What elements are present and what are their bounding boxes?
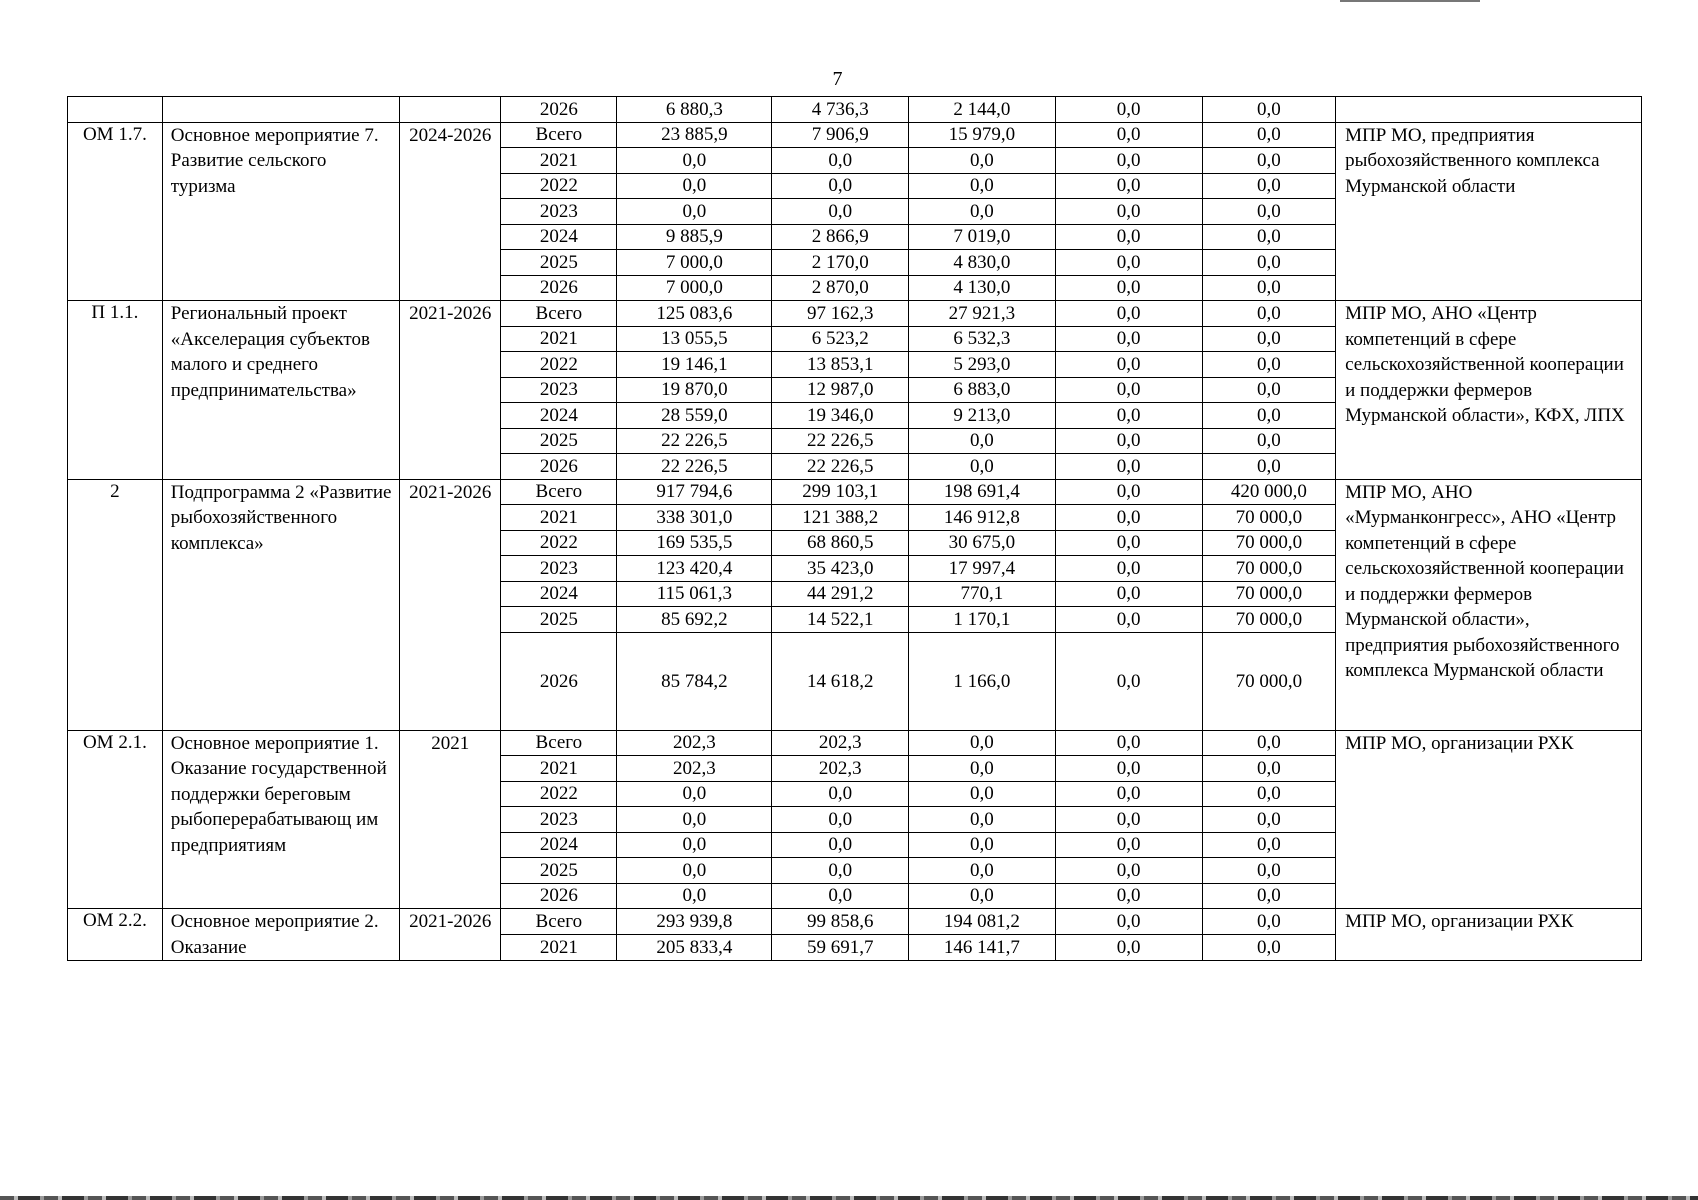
year-cell: 2026 bbox=[501, 275, 617, 301]
table-row bbox=[68, 479, 1642, 505]
table-row bbox=[68, 301, 1642, 327]
year-cell: Всего bbox=[501, 479, 617, 505]
extra-budget-cell: 0,0 bbox=[1202, 428, 1336, 454]
local-budget-cell: 0,0 bbox=[1055, 122, 1202, 148]
regional-budget-cell: 0,0 bbox=[772, 883, 909, 909]
executor-cell: МПР МО, АНО «Центр компетенций в сфере сельскохозяйственной кооперации и поддержки фермеров Мурманской области», КФХ, ЛПХ bbox=[1336, 301, 1642, 480]
item-name-cell: Основное мероприятие 1. Оказание государственной поддержки береговым рыбоперерабатывающ им предприятиям bbox=[162, 730, 400, 909]
extra-budget-cell: 0,0 bbox=[1202, 148, 1336, 174]
extra-budget-cell: 0,0 bbox=[1202, 909, 1336, 935]
federal-budget-cell: 30 675,0 bbox=[908, 530, 1055, 556]
extra-budget-cell: 420 000,0 bbox=[1202, 479, 1336, 505]
executor-cell: МПР МО, организации РХК bbox=[1336, 909, 1642, 961]
item-code-cell: 2 bbox=[68, 479, 163, 730]
extra-budget-cell: 0,0 bbox=[1202, 224, 1336, 250]
federal-budget-cell: 0,0 bbox=[908, 858, 1055, 884]
year-cell: 2025 bbox=[501, 858, 617, 884]
extra-budget-cell: 0,0 bbox=[1202, 730, 1336, 756]
year-cell: 2024 bbox=[501, 224, 617, 250]
local-budget-cell: 0,0 bbox=[1055, 556, 1202, 582]
year-cell: 2024 bbox=[501, 403, 617, 429]
regional-budget-cell: 59 691,7 bbox=[772, 935, 909, 961]
year-cell: 2024 bbox=[501, 832, 617, 858]
regional-budget-cell: 0,0 bbox=[772, 807, 909, 833]
total-cell: 202,3 bbox=[617, 756, 772, 782]
table-body bbox=[68, 97, 1642, 961]
federal-budget-cell: 4 130,0 bbox=[908, 275, 1055, 301]
table-row bbox=[68, 730, 1642, 756]
extra-budget-cell: 0,0 bbox=[1202, 199, 1336, 225]
federal-budget-cell: 0,0 bbox=[908, 173, 1055, 199]
local-budget-cell: 0,0 bbox=[1055, 756, 1202, 782]
year-cell: 2022 bbox=[501, 352, 617, 378]
period-cell: 2024-2026 bbox=[400, 122, 501, 301]
year-cell: 2021 bbox=[501, 326, 617, 352]
item-code-cell: П 1.1. bbox=[68, 301, 163, 480]
year-cell: 2025 bbox=[501, 607, 617, 633]
total-cell: 6 880,3 bbox=[617, 97, 772, 123]
extra-budget-cell: 0,0 bbox=[1202, 173, 1336, 199]
local-budget-cell: 0,0 bbox=[1055, 935, 1202, 961]
regional-budget-cell: 121 388,2 bbox=[772, 505, 909, 531]
extra-budget-cell: 0,0 bbox=[1202, 756, 1336, 782]
table-row bbox=[68, 909, 1642, 935]
local-budget-cell: 0,0 bbox=[1055, 632, 1202, 730]
year-cell: 2025 bbox=[501, 428, 617, 454]
total-cell: 9 885,9 bbox=[617, 224, 772, 250]
item-name-cell: Основное мероприятие 7. Развитие сельского туризма bbox=[162, 122, 400, 301]
federal-budget-cell: 6 532,3 bbox=[908, 326, 1055, 352]
federal-budget-cell: 770,1 bbox=[908, 581, 1055, 607]
extra-budget-cell: 0,0 bbox=[1202, 275, 1336, 301]
local-budget-cell: 0,0 bbox=[1055, 326, 1202, 352]
extra-budget-cell: 0,0 bbox=[1202, 97, 1336, 123]
local-budget-cell: 0,0 bbox=[1055, 505, 1202, 531]
total-cell: 0,0 bbox=[617, 148, 772, 174]
local-budget-cell: 0,0 bbox=[1055, 479, 1202, 505]
regional-budget-cell: 2 170,0 bbox=[772, 250, 909, 276]
total-cell: 0,0 bbox=[617, 199, 772, 225]
regional-budget-cell: 0,0 bbox=[772, 858, 909, 884]
year-cell: 2023 bbox=[501, 377, 617, 403]
extra-budget-cell: 70 000,0 bbox=[1202, 632, 1336, 730]
local-budget-cell: 0,0 bbox=[1055, 581, 1202, 607]
federal-budget-cell: 5 293,0 bbox=[908, 352, 1055, 378]
total-cell: 7 000,0 bbox=[617, 250, 772, 276]
federal-budget-cell: 146 141,7 bbox=[908, 935, 1055, 961]
period-cell: 2021 bbox=[400, 730, 501, 909]
federal-budget-cell: 0,0 bbox=[908, 148, 1055, 174]
federal-budget-cell: 0,0 bbox=[908, 454, 1055, 480]
local-budget-cell: 0,0 bbox=[1055, 730, 1202, 756]
regional-budget-cell: 68 860,5 bbox=[772, 530, 909, 556]
total-cell: 123 420,4 bbox=[617, 556, 772, 582]
extra-budget-cell: 0,0 bbox=[1202, 807, 1336, 833]
item-code-cell: ОМ 2.2. bbox=[68, 909, 163, 961]
federal-budget-cell: 0,0 bbox=[908, 781, 1055, 807]
regional-budget-cell: 2 870,0 bbox=[772, 275, 909, 301]
local-budget-cell: 0,0 bbox=[1055, 275, 1202, 301]
total-cell: 7 000,0 bbox=[617, 275, 772, 301]
regional-budget-cell: 0,0 bbox=[772, 832, 909, 858]
federal-budget-cell: 4 830,0 bbox=[908, 250, 1055, 276]
local-budget-cell: 0,0 bbox=[1055, 428, 1202, 454]
extra-budget-cell: 0,0 bbox=[1202, 122, 1336, 148]
extra-budget-cell: 0,0 bbox=[1202, 301, 1336, 327]
total-cell: 169 535,5 bbox=[617, 530, 772, 556]
federal-budget-cell: 0,0 bbox=[908, 730, 1055, 756]
item-code-cell: ОМ 2.1. bbox=[68, 730, 163, 909]
total-cell: 0,0 bbox=[617, 883, 772, 909]
local-budget-cell: 0,0 bbox=[1055, 858, 1202, 884]
financing-table bbox=[67, 96, 1642, 961]
regional-budget-cell: 202,3 bbox=[772, 730, 909, 756]
year-cell: Всего bbox=[501, 730, 617, 756]
year-cell: 2025 bbox=[501, 250, 617, 276]
table-row bbox=[68, 122, 1642, 148]
federal-budget-cell: 0,0 bbox=[908, 199, 1055, 225]
executor-cell: МПР МО, АНО «Мурманконгресс», АНО «Центр компетенций в сфере сельскохозяйственной кооперации и поддержки фермеров Мурманской области», предприятия рыбохозяйственного комплекса Мурманской области bbox=[1336, 479, 1642, 730]
total-cell: 0,0 bbox=[617, 858, 772, 884]
regional-budget-cell: 14 618,2 bbox=[772, 632, 909, 730]
local-budget-cell: 0,0 bbox=[1055, 807, 1202, 833]
local-budget-cell: 0,0 bbox=[1055, 199, 1202, 225]
extra-budget-cell: 0,0 bbox=[1202, 781, 1336, 807]
total-cell: 85 692,2 bbox=[617, 607, 772, 633]
extra-budget-cell: 0,0 bbox=[1202, 454, 1336, 480]
period-cell: 2021-2026 bbox=[400, 909, 501, 961]
regional-budget-cell: 22 226,5 bbox=[772, 428, 909, 454]
period-cell bbox=[400, 97, 501, 123]
year-cell: 2026 bbox=[501, 454, 617, 480]
regional-budget-cell: 0,0 bbox=[772, 148, 909, 174]
extra-budget-cell: 0,0 bbox=[1202, 250, 1336, 276]
year-cell: 2022 bbox=[501, 173, 617, 199]
federal-budget-cell: 0,0 bbox=[908, 832, 1055, 858]
federal-budget-cell: 0,0 bbox=[908, 756, 1055, 782]
total-cell: 22 226,5 bbox=[617, 428, 772, 454]
year-cell: Всего bbox=[501, 122, 617, 148]
year-cell: 2023 bbox=[501, 807, 617, 833]
local-budget-cell: 0,0 bbox=[1055, 883, 1202, 909]
extra-budget-cell: 0,0 bbox=[1202, 403, 1336, 429]
extra-budget-cell: 0,0 bbox=[1202, 935, 1336, 961]
regional-budget-cell: 202,3 bbox=[772, 756, 909, 782]
federal-budget-cell: 146 912,8 bbox=[908, 505, 1055, 531]
federal-budget-cell: 2 144,0 bbox=[908, 97, 1055, 123]
year-cell: 2021 bbox=[501, 148, 617, 174]
total-cell: 23 885,9 bbox=[617, 122, 772, 148]
regional-budget-cell: 0,0 bbox=[772, 199, 909, 225]
total-cell: 0,0 bbox=[617, 832, 772, 858]
federal-budget-cell: 0,0 bbox=[908, 807, 1055, 833]
federal-budget-cell: 0,0 bbox=[908, 428, 1055, 454]
extra-budget-cell: 0,0 bbox=[1202, 832, 1336, 858]
period-cell: 2021-2026 bbox=[400, 301, 501, 480]
total-cell: 205 833,4 bbox=[617, 935, 772, 961]
regional-budget-cell: 299 103,1 bbox=[772, 479, 909, 505]
executor-cell bbox=[1336, 97, 1642, 123]
regional-budget-cell: 97 162,3 bbox=[772, 301, 909, 327]
regional-budget-cell: 35 423,0 bbox=[772, 556, 909, 582]
total-cell: 13 055,5 bbox=[617, 326, 772, 352]
local-budget-cell: 0,0 bbox=[1055, 909, 1202, 935]
year-cell: 2023 bbox=[501, 556, 617, 582]
local-budget-cell: 0,0 bbox=[1055, 173, 1202, 199]
year-cell: 2021 bbox=[501, 505, 617, 531]
regional-budget-cell: 7 906,9 bbox=[772, 122, 909, 148]
period-cell: 2021-2026 bbox=[400, 479, 501, 730]
total-cell: 85 784,2 bbox=[617, 632, 772, 730]
federal-budget-cell: 198 691,4 bbox=[908, 479, 1055, 505]
local-budget-cell: 0,0 bbox=[1055, 454, 1202, 480]
extra-budget-cell: 70 000,0 bbox=[1202, 581, 1336, 607]
executor-cell: МПР МО, предприятия рыбохозяйственного комплекса Мурманской области bbox=[1336, 122, 1642, 301]
local-budget-cell: 0,0 bbox=[1055, 301, 1202, 327]
federal-budget-cell: 9 213,0 bbox=[908, 403, 1055, 429]
extra-budget-cell: 70 000,0 bbox=[1202, 530, 1336, 556]
executor-cell: МПР МО, организации РХК bbox=[1336, 730, 1642, 909]
federal-budget-cell: 6 883,0 bbox=[908, 377, 1055, 403]
total-cell: 28 559,0 bbox=[617, 403, 772, 429]
item-code-cell: ОМ 1.7. bbox=[68, 122, 163, 301]
extra-budget-cell: 0,0 bbox=[1202, 377, 1336, 403]
total-cell: 0,0 bbox=[617, 173, 772, 199]
regional-budget-cell: 6 523,2 bbox=[772, 326, 909, 352]
item-code-cell bbox=[68, 97, 163, 123]
regional-budget-cell: 12 987,0 bbox=[772, 377, 909, 403]
page-number: 7 bbox=[832, 68, 843, 90]
regional-budget-cell: 99 858,6 bbox=[772, 909, 909, 935]
regional-budget-cell: 13 853,1 bbox=[772, 352, 909, 378]
local-budget-cell: 0,0 bbox=[1055, 607, 1202, 633]
regional-budget-cell: 0,0 bbox=[772, 781, 909, 807]
year-cell: 2022 bbox=[501, 781, 617, 807]
extra-budget-cell: 70 000,0 bbox=[1202, 607, 1336, 633]
total-cell: 0,0 bbox=[617, 807, 772, 833]
year-cell: 2021 bbox=[501, 935, 617, 961]
federal-budget-cell: 27 921,3 bbox=[908, 301, 1055, 327]
federal-budget-cell: 0,0 bbox=[908, 883, 1055, 909]
item-name-cell: Основное мероприятие 2. Оказание bbox=[162, 909, 400, 961]
extra-budget-cell: 70 000,0 bbox=[1202, 505, 1336, 531]
local-budget-cell: 0,0 bbox=[1055, 832, 1202, 858]
total-cell: 293 939,8 bbox=[617, 909, 772, 935]
extra-budget-cell: 0,0 bbox=[1202, 883, 1336, 909]
total-cell: 22 226,5 bbox=[617, 454, 772, 480]
federal-budget-cell: 194 081,2 bbox=[908, 909, 1055, 935]
local-budget-cell: 0,0 bbox=[1055, 352, 1202, 378]
year-cell: 2021 bbox=[501, 756, 617, 782]
table-row bbox=[68, 97, 1642, 123]
regional-budget-cell: 19 346,0 bbox=[772, 403, 909, 429]
federal-budget-cell: 1 170,1 bbox=[908, 607, 1055, 633]
total-cell: 19 870,0 bbox=[617, 377, 772, 403]
local-budget-cell: 0,0 bbox=[1055, 148, 1202, 174]
regional-budget-cell: 22 226,5 bbox=[772, 454, 909, 480]
total-cell: 917 794,6 bbox=[617, 479, 772, 505]
year-cell: 2026 bbox=[501, 97, 617, 123]
scan-bottom-edge bbox=[0, 1196, 1698, 1200]
regional-budget-cell: 2 866,9 bbox=[772, 224, 909, 250]
item-name-cell: Региональный проект «Акселерация субъектов малого и среднего предпринимательства» bbox=[162, 301, 400, 480]
extra-budget-cell: 0,0 bbox=[1202, 858, 1336, 884]
regional-budget-cell: 14 522,1 bbox=[772, 607, 909, 633]
local-budget-cell: 0,0 bbox=[1055, 377, 1202, 403]
total-cell: 115 061,3 bbox=[617, 581, 772, 607]
federal-budget-cell: 15 979,0 bbox=[908, 122, 1055, 148]
federal-budget-cell: 1 166,0 bbox=[908, 632, 1055, 730]
extra-budget-cell: 70 000,0 bbox=[1202, 556, 1336, 582]
item-name-cell bbox=[162, 97, 400, 123]
year-cell: 2026 bbox=[501, 632, 617, 730]
year-cell: 2023 bbox=[501, 199, 617, 225]
extra-budget-cell: 0,0 bbox=[1202, 352, 1336, 378]
total-cell: 19 146,1 bbox=[617, 352, 772, 378]
year-cell: Всего bbox=[501, 909, 617, 935]
local-budget-cell: 0,0 bbox=[1055, 224, 1202, 250]
total-cell: 0,0 bbox=[617, 781, 772, 807]
local-budget-cell: 0,0 bbox=[1055, 530, 1202, 556]
year-cell: 2022 bbox=[501, 530, 617, 556]
regional-budget-cell: 44 291,2 bbox=[772, 581, 909, 607]
federal-budget-cell: 17 997,4 bbox=[908, 556, 1055, 582]
total-cell: 125 083,6 bbox=[617, 301, 772, 327]
total-cell: 338 301,0 bbox=[617, 505, 772, 531]
scan-top-edge bbox=[0, 0, 1698, 3]
year-cell: 2024 bbox=[501, 581, 617, 607]
regional-budget-cell: 0,0 bbox=[772, 173, 909, 199]
local-budget-cell: 0,0 bbox=[1055, 250, 1202, 276]
item-name-cell: Подпрограмма 2 «Развитие рыбохозяйственного комплекса» bbox=[162, 479, 400, 730]
federal-budget-cell: 7 019,0 bbox=[908, 224, 1055, 250]
extra-budget-cell: 0,0 bbox=[1202, 326, 1336, 352]
local-budget-cell: 0,0 bbox=[1055, 781, 1202, 807]
total-cell: 202,3 bbox=[617, 730, 772, 756]
year-cell: 2026 bbox=[501, 883, 617, 909]
local-budget-cell: 0,0 bbox=[1055, 403, 1202, 429]
local-budget-cell: 0,0 bbox=[1055, 97, 1202, 123]
year-cell: Всего bbox=[501, 301, 617, 327]
regional-budget-cell: 4 736,3 bbox=[772, 97, 909, 123]
